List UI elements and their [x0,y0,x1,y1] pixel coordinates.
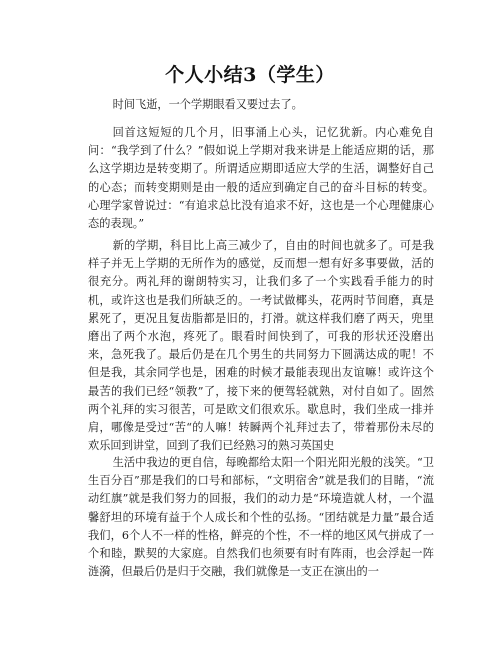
paragraph-intro: 时间飞逝，一个学期眼看又要过去了。 [112,98,303,111]
paragraph-reflection: 回首这短短的几个月，旧事涌上心头，记忆犹新。内心难免自问：“我学到了什么？”假如说上学期对我来讲是上能适应期的话，那么这学期边是转变期了。所谓适应期即适应大学的生活，调整好自己的心态；而转变期则是由一般的适应到确定自己的奋斗目标的转变。心理学家曾说过：“有追求总比没有追求不好，这也是一个心理健康心态的表现。” [88,126,434,231]
paragraph-new-semester: 新的学期，科目比上高三减少了，自由的时间也就多了。可是我样子并无上学期的无所作为的感觉，反而想一想有好多事要做，活的很充分。两礼拜的谢朗特实习，让我们多了一个实践看手能力的时机，或许这也是我们所缺乏的。一考试做椰头，花两时节间磨，真是累死了，更况且复齿脂都是旧的，打滑。就这样我们磨了两天，兜里磨出了两个水泡，疼死了。眼看时间快到了，可我的形状还没磨出来，急死我了。最后仍是在几个男生的共同努力下圆满达成的呢！不但是我，其余同学也是，困难的时候才最能表现出友谊嘛！或许这个最苦的我们已经“领教”了，接下来的便驾轻就熟，对付自如了。固然两个礼拜的实习很苦，可是欧文们很欢乐。歇息时，我们坐成一排并肩，哪像是受过“苦“的人嘛！转瞬两个礼拜过去了，带着那份未尽的欢乐回到讲堂，回到了我们已经熟习的熟习英国史 [88,239,434,453]
paragraph-dorm-life: 生活中我边的更自信，每晚都给太阳一个阳光阳光般的浅笑。“卫生百分百”那是我们的口号和部标，“文明宿舍”就是我们的目睹，“流动红旗”就是我们努力的回报，我们的动力是“环境造就人材，一个温馨舒坦的环境有益于个人成长和个性的弘扬。“团结就是力量”最合适我们，6个人不一样的性格，鲜亮的个性，不一样的地区风气拼成了一个和睦，默契的大家庭。自然我们也须要有时有阵雨，也会浮起一阵涟漪，但最后仍是归于交融，我们就像是一支正在演出的一 [88,456,434,579]
document-title: 个人小结3（学生） [165,64,335,86]
